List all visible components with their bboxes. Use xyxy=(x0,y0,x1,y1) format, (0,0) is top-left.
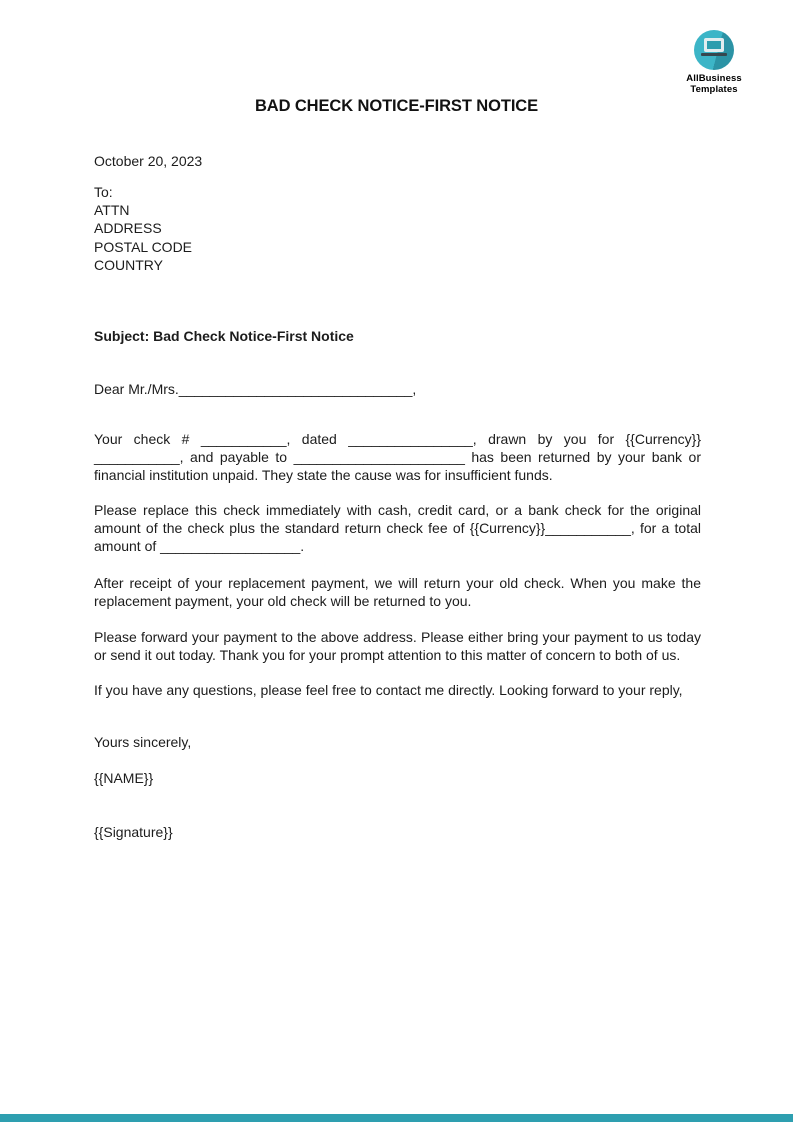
recipient-block xyxy=(94,183,701,274)
recipient-label: To: xyxy=(94,184,113,200)
body-paragraph: After receipt of your replacement payment, we will return your old check. When you make the replacement payment, your old check will be returned to you. xyxy=(94,575,701,610)
recipient-country: COUNTRY xyxy=(94,256,163,273)
letter-date: October 20, 2023 xyxy=(94,153,203,169)
body-paragraph: If you have any questions, please feel free to contact me directly. Looking forward to your reply, xyxy=(94,682,683,698)
salutation: Dear Mr./Mrs.______________________________, xyxy=(94,381,417,397)
body-paragraph: Please replace this check immediately with cash, credit card, or a bank check for the original amount of the check plus the standard return check fee of {{Currency}}___________, for a total amount of __________________. xyxy=(94,502,701,555)
logo-circle xyxy=(694,30,734,70)
body-paragraph: Please forward your payment to the above address. Please either bring your payment to us today or send it out today. Thank you for your prompt attention to this matter of concern to both of us. xyxy=(94,629,701,664)
laptop-screen-inner xyxy=(707,41,721,49)
brand-logo xyxy=(671,30,757,95)
page-title: BAD CHECK NOTICE-FIRST NOTICE xyxy=(254,97,539,115)
brand-name-line1: AllBusiness xyxy=(686,73,742,84)
signature-placeholder: {{Signature}} xyxy=(94,824,173,840)
signature-name-placeholder: {{NAME}} xyxy=(94,770,154,786)
recipient-postal-code: POSTAL CODE xyxy=(94,238,193,255)
laptop-base xyxy=(701,53,727,56)
recipient-attn: ATTN xyxy=(94,202,130,219)
closing: Yours sincerely, xyxy=(94,734,192,750)
body-paragraph: Your check # ___________, dated ________________, drawn by you for {{Currency}} ___________, and payable to ______________________ has been returned by your bank or financial institution unpaid. They state the cause was for insufficient funds. xyxy=(94,431,701,484)
footer-brand-bar xyxy=(0,1114,793,1122)
brand-name-line2: Templates xyxy=(690,83,738,95)
laptop-icon xyxy=(694,30,734,70)
recipient-address: ADDRESS xyxy=(94,220,162,237)
subject-line: Subject: Bad Check Notice-First Notice xyxy=(94,328,354,344)
